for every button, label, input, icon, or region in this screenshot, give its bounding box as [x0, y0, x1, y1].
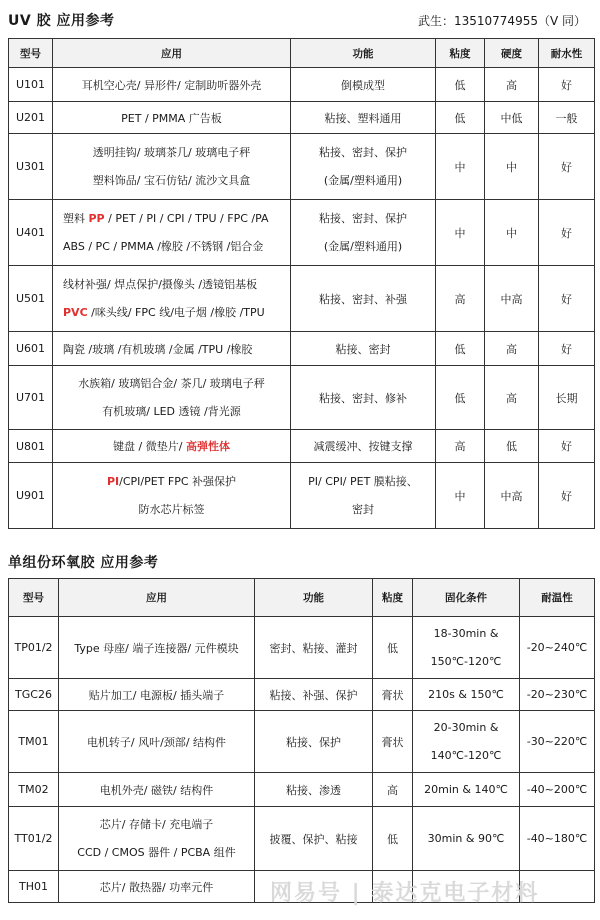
epoxy-col-header: 耐温性 — [520, 579, 595, 617]
application-line — [55, 468, 288, 496]
function-cell — [291, 200, 436, 266]
application-line: 透明挂钩/ 玻璃茶几/ 玻璃电子秤 — [92, 145, 251, 159]
viscosity-cell: 膏状 — [373, 679, 413, 711]
water-resistance-cell: 好 — [539, 134, 595, 200]
hardness-cell: 中高 — [485, 266, 539, 332]
hardness-cell: 高 — [485, 68, 539, 102]
function-cell: 倒模成型 — [291, 68, 436, 102]
water-resistance-cell: 一般 — [539, 102, 595, 134]
temperature-cell: -20~230℃ — [520, 679, 595, 711]
application-cell: 耳机空心壳/ 异形件/ 定制助听器外壳 — [53, 68, 291, 102]
function-cell: 粘接、密封 — [291, 332, 436, 366]
contact-info: 武生：13510774955（V 同） — [417, 14, 586, 28]
viscosity-cell: 中 — [436, 200, 485, 266]
application-line: ABS / PC / PMMA /橡胶 /不锈钢 /铝合金 — [63, 239, 264, 253]
application-cell: PET / PMMA 广告板 — [53, 102, 291, 134]
application-cell — [53, 134, 291, 200]
function-cell — [291, 463, 436, 529]
cure-condition-cell: 210s & 150℃ — [413, 679, 520, 711]
uv-title: UV 胶 应用参考 — [8, 13, 115, 29]
highlight-text: PVC — [63, 305, 88, 319]
viscosity-cell: 低 — [436, 102, 485, 134]
uv-col-header: 型号 — [9, 39, 53, 68]
cure-condition-cell — [413, 711, 520, 773]
viscosity-cell: 低 — [373, 807, 413, 871]
function-cell: 粘接、密封、修补 — [291, 366, 436, 430]
function-line: (金属/塑料通用) — [323, 239, 403, 253]
application-cell — [59, 807, 255, 871]
function-line: PI/ CPI/ PET 膜粘接、 — [308, 474, 418, 488]
water-resistance-cell: 好 — [539, 266, 595, 332]
model-cell: U101 — [9, 68, 53, 102]
highlight-text: PI — [106, 474, 120, 488]
application-text: /CPI/PET FPC 补强保护 — [119, 474, 237, 488]
function-cell: 粘接、保护 — [255, 711, 373, 773]
application-cell — [53, 200, 291, 266]
model-cell: TP01/2 — [9, 617, 59, 679]
function-cell: 粘接、密封、补强 — [291, 266, 436, 332]
function-cell: 粘接、渗透 — [255, 773, 373, 807]
table-row — [9, 773, 595, 807]
cure-condition-cell — [413, 617, 520, 679]
hardness-cell: 中低 — [485, 102, 539, 134]
water-resistance-cell: 好 — [539, 200, 595, 266]
function-cell: 减震缓冲、按键支撑 — [291, 430, 436, 463]
table-row — [9, 463, 595, 529]
epoxy-header — [8, 552, 592, 574]
temperature-cell: -40~180℃ — [520, 807, 595, 871]
application-cell — [53, 366, 291, 430]
water-resistance-cell: 好 — [539, 68, 595, 102]
table-row — [9, 711, 595, 773]
uv-header — [8, 10, 592, 32]
table-row — [9, 68, 595, 102]
table-row — [9, 807, 595, 871]
cure-line: 140℃-120℃ — [430, 748, 502, 762]
table-row — [9, 134, 595, 200]
viscosity-cell: 低 — [436, 332, 485, 366]
temperature-cell: -20~240℃ — [520, 617, 595, 679]
application-line: 塑料饰品/ 宝石仿钻/ 流沙文具盒 — [92, 173, 251, 187]
function-cell: 粘接、塑料通用 — [291, 102, 436, 134]
table-row — [9, 366, 595, 430]
model-cell: TGC26 — [9, 679, 59, 711]
epoxy-col-header: 功能 — [255, 579, 373, 617]
model-cell: U701 — [9, 366, 53, 430]
hardness-cell: 低 — [485, 430, 539, 463]
cure-line: 20-30min & — [433, 720, 499, 734]
water-resistance-cell: 长期 — [539, 366, 595, 430]
uv-col-header: 粘度 — [436, 39, 485, 68]
hardness-cell: 中 — [485, 134, 539, 200]
application-text: /咪头线/ FPC 线/电子烟 /橡胶 /TPU — [87, 305, 265, 319]
viscosity-cell: 低 — [436, 366, 485, 430]
function-line: 密封 — [352, 502, 374, 516]
viscosity-cell: 低 — [436, 68, 485, 102]
application-cell — [53, 266, 291, 332]
viscosity-cell: 中 — [436, 463, 485, 529]
function-cell: 粘接、补强、保护 — [255, 679, 373, 711]
table-row — [9, 266, 595, 332]
application-line: 有机玻璃/ LED 透镜 /背光源 — [102, 404, 241, 418]
application-line: 芯片/ 存储卡/ 充电端子 — [99, 817, 214, 831]
model-cell: U201 — [9, 102, 53, 134]
application-line — [63, 299, 288, 327]
highlight-text: 高弹性体 — [185, 440, 230, 453]
epoxy-col-header: 型号 — [9, 579, 59, 617]
table-row — [9, 200, 595, 266]
application-cell: 电机转子/ 风叶/颈部/ 结构件 — [59, 711, 255, 773]
uv-table — [8, 38, 595, 529]
viscosity-cell: 膏状 — [373, 711, 413, 773]
cure-line: 150℃-120℃ — [430, 654, 502, 668]
function-line: 粘接、密封、保护 — [319, 145, 407, 159]
uv-col-header: 应用 — [53, 39, 291, 68]
application-line: CCD / CMOS 器件 / PCBA 组件 — [77, 845, 236, 859]
application-line: 防水芯片标签 — [138, 502, 205, 516]
application-cell: 芯片/ 散热器/ 功率元件 — [59, 871, 255, 903]
model-cell: U901 — [9, 463, 53, 529]
viscosity-cell: 高 — [436, 430, 485, 463]
cure-line: 18-30min & — [433, 626, 499, 640]
table-row — [9, 617, 595, 679]
model-cell: TM02 — [9, 773, 59, 807]
hardness-cell: 中高 — [485, 463, 539, 529]
application-text: 键盘 / 微垫片/ — [113, 440, 186, 453]
viscosity-cell: 高 — [436, 266, 485, 332]
epoxy-col-header: 固化条件 — [413, 579, 520, 617]
hardness-cell: 中 — [485, 200, 539, 266]
function-line: (金属/塑料通用) — [323, 173, 403, 187]
viscosity-cell: 中 — [436, 134, 485, 200]
application-text: / PET / PI / CPI / TPU / FPC /PA — [104, 211, 269, 225]
uv-col-header: 硬度 — [485, 39, 539, 68]
application-cell: Type 母座/ 端子连接器/ 元件模块 — [59, 617, 255, 679]
model-cell: U401 — [9, 200, 53, 266]
function-cell: 披覆、保护、粘接 — [255, 807, 373, 871]
application-cell: 贴片加工/ 电源板/ 插头端子 — [59, 679, 255, 711]
model-cell: U501 — [9, 266, 53, 332]
temperature-cell: -30~220℃ — [520, 711, 595, 773]
cure-condition-cell: 30min & 90℃ — [413, 807, 520, 871]
model-cell: TH01 — [9, 871, 59, 903]
uv-header-row — [9, 39, 595, 68]
application-line: 水族箱/ 玻璃铝合金/ 茶几/ 玻璃电子秤 — [78, 376, 265, 390]
model-cell: TT01/2 — [9, 807, 59, 871]
uv-col-header: 耐水性 — [539, 39, 595, 68]
hardness-cell: 高 — [485, 332, 539, 366]
viscosity-cell: 低 — [373, 617, 413, 679]
watermark: 网易号 | 泰达克电子材料 — [270, 881, 540, 906]
model-cell: U801 — [9, 430, 53, 463]
application-cell: 陶瓷 /玻璃 /有机玻璃 /金属 /TPU /橡胶 — [53, 332, 291, 366]
epoxy-table — [8, 578, 595, 903]
water-resistance-cell: 好 — [539, 332, 595, 366]
highlight-text: PP — [88, 211, 105, 225]
model-cell: U301 — [9, 134, 53, 200]
function-cell — [291, 134, 436, 200]
uv-col-header: 功能 — [291, 39, 436, 68]
function-line: 粘接、密封、保护 — [319, 211, 407, 225]
table-row — [9, 430, 595, 463]
temperature-cell: -40~200℃ — [520, 773, 595, 807]
water-resistance-cell: 好 — [539, 463, 595, 529]
table-row — [9, 679, 595, 711]
epoxy-header-row — [9, 579, 595, 617]
water-resistance-cell: 好 — [539, 430, 595, 463]
viscosity-cell: 高 — [373, 773, 413, 807]
epoxy-col-header: 粘度 — [373, 579, 413, 617]
table-row — [9, 102, 595, 134]
application-cell — [53, 463, 291, 529]
function-cell: 密封、粘接、灌封 — [255, 617, 373, 679]
table-row — [9, 332, 595, 366]
model-cell: TM01 — [9, 711, 59, 773]
application-text: 塑料 — [63, 211, 89, 225]
application-line: 线材补强/ 焊点保护/摄像头 /透镜铝基板 — [63, 277, 258, 291]
hardness-cell: 高 — [485, 366, 539, 430]
application-cell: 电机外壳/ 磁铁/ 结构件 — [59, 773, 255, 807]
cure-condition-cell: 20min & 140℃ — [413, 773, 520, 807]
application-cell — [53, 430, 291, 463]
epoxy-col-header: 应用 — [59, 579, 255, 617]
model-cell: U601 — [9, 332, 53, 366]
application-line — [63, 205, 288, 233]
epoxy-title: 单组份环氧胶 应用参考 — [8, 555, 159, 571]
